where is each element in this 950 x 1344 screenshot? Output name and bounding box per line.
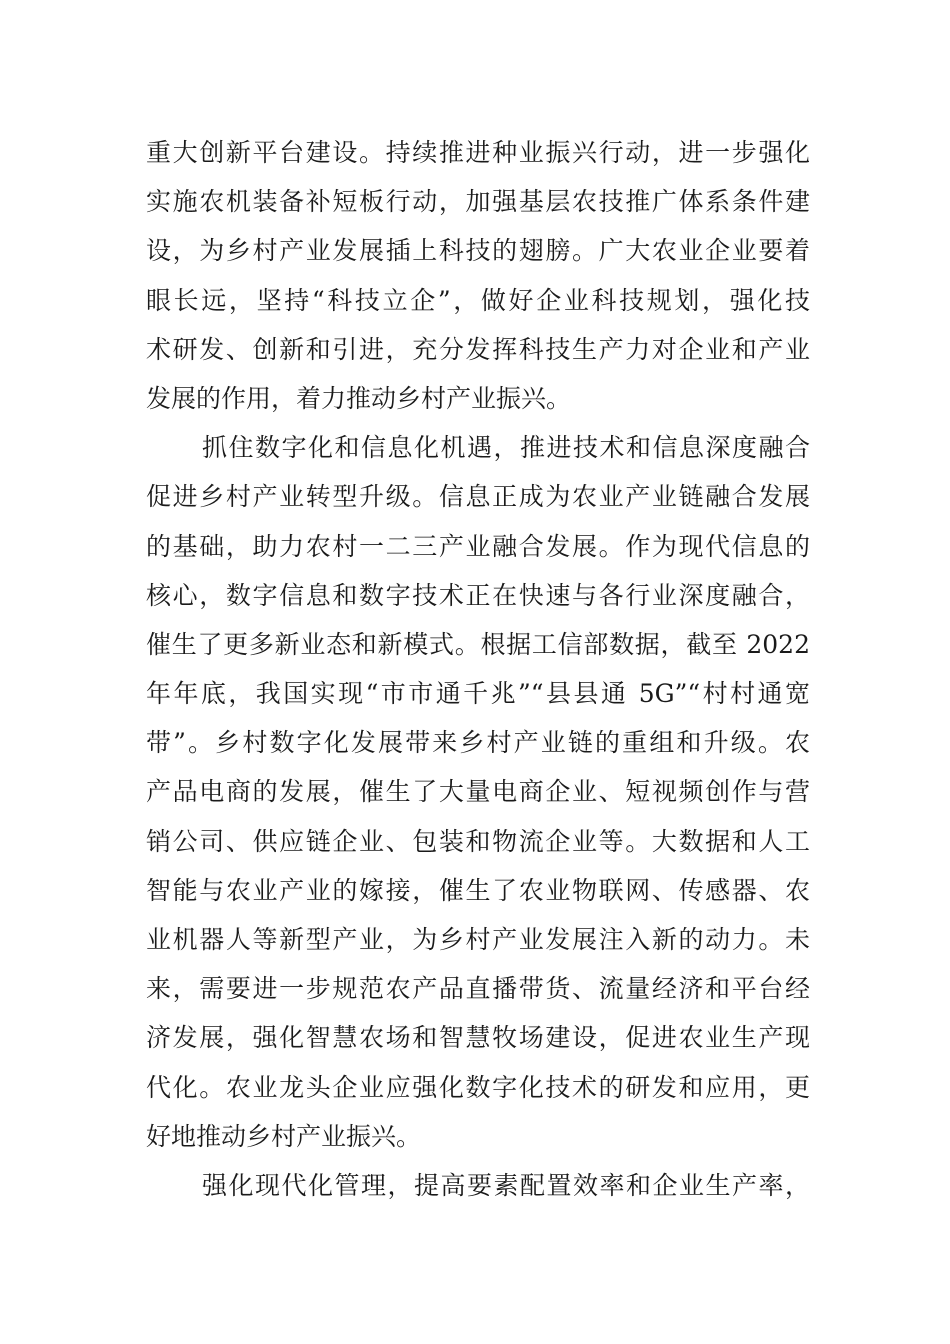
text-line: 来，需要进一步规范农产品直播带货、流量经济和平台经 xyxy=(146,974,810,1004)
text-line: 术研发、创新和引进，充分发挥科技生产力对企业和产业 xyxy=(146,334,810,364)
text-line: 发展的作用，着力推动乡村产业振兴。 xyxy=(146,383,572,413)
text-line: 代化。农业龙头企业应强化数字化技术的研发和应用，更 xyxy=(146,1072,810,1102)
text-line: 催生了更多新业态和新模式。根据工信部数据，截至 2022 xyxy=(146,629,810,659)
text-line: 带”。乡村数字化发展带来乡村产业链的重组和升级。农 xyxy=(146,728,810,758)
text-line: 强化现代化管理，提高要素配置效率和企业生产率， xyxy=(202,1170,810,1200)
text-line: 设，为乡村产业发展插上科技的翅膀。广大农业企业要着 xyxy=(146,236,810,266)
text-line: 销公司、供应链企业、包装和物流企业等。大数据和人工 xyxy=(146,826,810,856)
body-text xyxy=(146,128,810,1210)
paragraph xyxy=(146,128,810,423)
text-line: 核心，数字信息和数字技术正在快速与各行业深度融合， xyxy=(146,580,810,610)
text-line: 重大创新平台建设。持续推进种业振兴行动，进一步强化 xyxy=(146,138,810,167)
text-line: 抓住数字化和信息化机遇，推进技术和信息深度融合 xyxy=(202,433,810,463)
paragraph xyxy=(146,1161,810,1210)
text-line: 促进乡村产业转型升级。信息正成为农业产业链融合发展 xyxy=(146,482,810,512)
text-line: 实施农机装备补短板行动，加强基层农技推广体系条件建 xyxy=(146,187,810,217)
text-line: 智能与农业产业的嫁接，催生了农业物联网、传感器、农 xyxy=(146,875,810,905)
text-line: 产品电商的发展，催生了大量电商企业、短视频创作与营 xyxy=(146,777,810,807)
paragraph xyxy=(146,423,810,1161)
text-line: 济发展，强化智慧农场和智慧牧场建设，促进农业生产现 xyxy=(146,1023,810,1053)
text-line: 年年底，我国实现“市市通千兆”“县县通 5G”“村村通宽 xyxy=(146,679,810,709)
text-line: 业机器人等新型产业，为乡村产业发展注入新的动力。未 xyxy=(146,925,810,954)
text-line: 眼长远，坚持“科技立企”，做好企业科技规划，强化技 xyxy=(146,285,810,315)
text-line: 好地推动乡村产业振兴。 xyxy=(146,1121,422,1151)
text-line: 的基础，助力农村一二三产业融合发展。作为现代信息的 xyxy=(146,531,810,561)
